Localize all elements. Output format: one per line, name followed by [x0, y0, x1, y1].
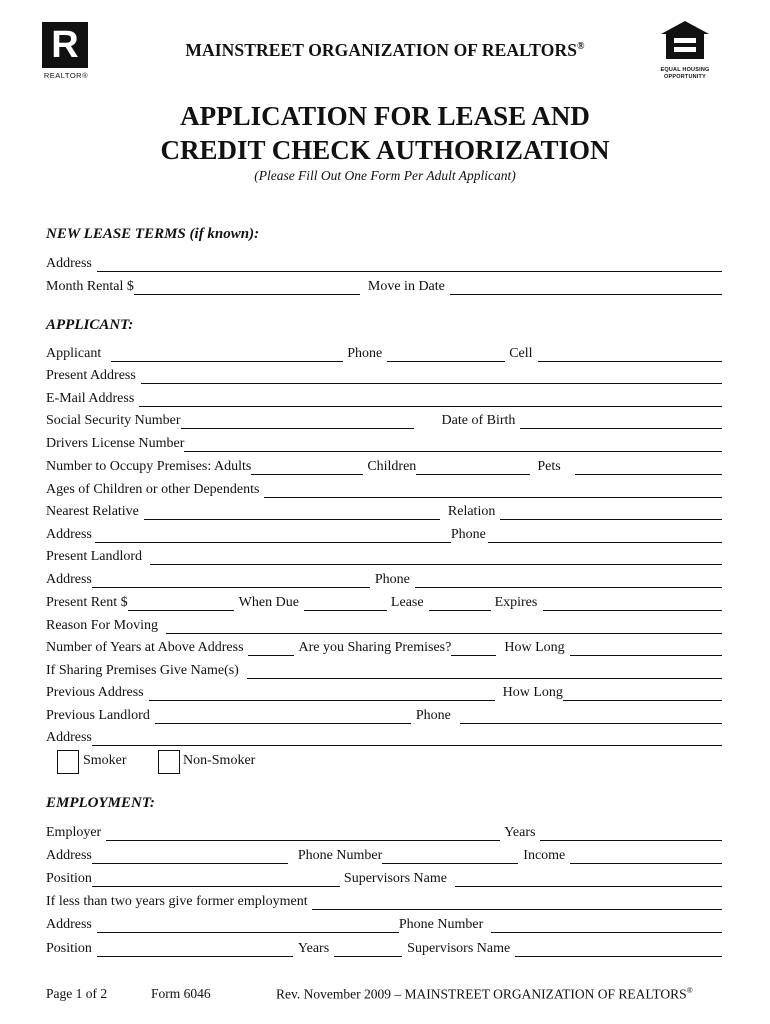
row-former-employment [46, 892, 722, 910]
label-previous-how-long: How Long [502, 685, 563, 700]
field-former-position[interactable] [97, 943, 293, 957]
label-applicant: Applicant [46, 346, 102, 361]
field-former-employment[interactable] [312, 896, 722, 910]
label-former-phone: Phone Number [398, 917, 484, 932]
label-month-rental: Month Rental $ [46, 279, 134, 294]
row-sharing-names [46, 661, 722, 679]
field-employer-phone[interactable] [382, 850, 518, 864]
label-previous-landlord-phone: Phone [415, 708, 451, 723]
label-income: Income [523, 848, 566, 863]
non-smoker-label: Non-Smoker [183, 753, 256, 768]
smoker-checkbox[interactable] [57, 750, 79, 774]
row-previous-address [46, 683, 722, 701]
field-present-rent[interactable] [128, 597, 234, 611]
label-employer: Employer [46, 825, 102, 840]
label-present-rent: Present Rent $ [46, 595, 128, 610]
row-ssn-dob [46, 411, 722, 429]
field-former-years[interactable] [334, 943, 402, 957]
field-supervisors-name[interactable] [455, 873, 722, 887]
row-drivers-license [46, 434, 722, 452]
field-month-rental[interactable] [134, 281, 360, 295]
form-title-line-1: APPLICATION FOR LEASE AND [180, 101, 590, 131]
label-former-years: Years [297, 941, 330, 956]
realtor-logo-word: REALTOR® [43, 71, 89, 80]
label-previous-landlord-address: Address [46, 730, 92, 745]
label-drivers-license: Drivers License Number [46, 436, 185, 451]
field-previous-address[interactable] [149, 687, 495, 701]
label-ssn: Social Security Number [46, 413, 181, 428]
label-how-long: How Long [504, 640, 565, 655]
field-applicant-name[interactable] [111, 348, 343, 362]
label-former-position: Position [46, 941, 92, 956]
row-relative-address [46, 525, 722, 543]
label-previous-landlord: Previous Landlord [46, 708, 150, 723]
organization-text: MAINSTREET ORGANIZATION OF REALTORS [185, 40, 578, 60]
footer-registered-mark: ® [686, 986, 693, 995]
field-employer[interactable] [106, 827, 500, 841]
label-former-employment: If less than two years give former employment [46, 894, 308, 909]
row-employer-address [46, 846, 722, 864]
field-adults[interactable] [251, 461, 363, 475]
row-previous-landlord-address [46, 728, 722, 746]
label-previous-address: Previous Address [46, 685, 144, 700]
label-employer-years: Years [504, 825, 536, 840]
field-phone[interactable] [387, 348, 505, 362]
row-lease-address [46, 254, 722, 272]
label-landlord-address: Address [46, 572, 92, 587]
row-employer [46, 823, 722, 841]
label-present-address: Present Address [46, 368, 136, 383]
label-lease: Lease [390, 595, 424, 610]
field-cell[interactable] [538, 348, 722, 362]
field-expires[interactable] [543, 597, 722, 611]
footer-revision-text: Rev. November 2009 – MAINSTREET ORGANIZATION OF REALTORS [276, 986, 687, 1002]
label-nearest-relative: Nearest Relative [46, 504, 139, 519]
smoker-label: Smoker [83, 753, 127, 768]
organization-name [0, 40, 770, 61]
row-position [46, 869, 722, 887]
field-present-landlord[interactable] [150, 551, 722, 565]
field-drivers-license[interactable] [184, 438, 722, 452]
row-occupants [46, 457, 722, 475]
field-ssn[interactable] [181, 415, 414, 429]
field-sharing-names[interactable] [247, 665, 722, 679]
row-landlord-address [46, 570, 722, 588]
label-employer-address: Address [46, 848, 92, 863]
label-position: Position [46, 871, 92, 886]
row-former-position [46, 939, 722, 957]
row-email [46, 389, 722, 407]
field-years-at-address[interactable] [248, 642, 294, 656]
row-years-at-address [46, 638, 722, 656]
field-employer-address[interactable] [92, 850, 288, 864]
section-heading-applicant: APPLICANT: [46, 317, 134, 333]
footer-page-number: Page 1 of 2 [46, 986, 108, 1001]
label-expires: Expires [494, 595, 538, 610]
label-email: E-Mail Address [46, 391, 135, 406]
field-lease-address[interactable] [97, 258, 722, 272]
label-reason-moving: Reason For Moving [46, 618, 158, 633]
label-phone: Phone [347, 346, 383, 361]
row-former-address [46, 915, 722, 933]
field-landlord-address[interactable] [92, 574, 370, 588]
row-present-landlord [46, 547, 722, 565]
label-years-at-address: Number of Years at Above Address [46, 640, 244, 655]
field-email[interactable] [139, 393, 722, 407]
label-sharing-names: If Sharing Premises Give Name(s) [46, 663, 239, 678]
field-lease[interactable] [429, 597, 491, 611]
label-lease-address: Address [46, 256, 92, 271]
label-move-in-date: Move in Date [367, 279, 445, 294]
field-relative-address[interactable] [95, 529, 451, 543]
row-applicant [46, 344, 722, 362]
field-present-address[interactable] [141, 370, 722, 384]
label-former-supervisors-name: Supervisors Name [407, 941, 511, 956]
row-previous-landlord [46, 706, 722, 724]
field-when-due[interactable] [304, 597, 387, 611]
footer-revision [276, 986, 693, 1003]
row-present-address [46, 366, 722, 384]
label-dob: Date of Birth [441, 413, 516, 428]
equal-housing-line-2: OPPORTUNITY [664, 73, 706, 80]
field-former-address[interactable] [97, 919, 399, 933]
field-previous-landlord[interactable] [155, 710, 411, 724]
label-when-due: When Due [238, 595, 299, 610]
footer-form-number: Form 6046 [151, 986, 211, 1001]
field-dob[interactable] [520, 415, 722, 429]
label-relative-address: Address [46, 527, 92, 542]
field-position[interactable] [92, 873, 340, 887]
field-previous-landlord-phone[interactable] [460, 710, 722, 724]
label-children: Children [367, 459, 417, 474]
section-heading-lease-terms: NEW LEASE TERMS (if known): [46, 226, 260, 242]
field-move-in-date[interactable] [450, 281, 722, 295]
label-relation: Relation [447, 504, 496, 519]
row-present-rent [46, 593, 722, 611]
form-title-line-2: CREDIT CHECK AUTHORIZATION [160, 135, 610, 165]
field-reason-moving[interactable] [166, 620, 722, 634]
label-adults: Number to Occupy Premises: Adults [46, 459, 252, 474]
row-month-rental [46, 277, 722, 295]
row-dependents [46, 480, 722, 498]
label-employer-phone: Phone Number [297, 848, 383, 863]
field-landlord-phone[interactable] [415, 574, 722, 588]
field-former-phone[interactable] [491, 919, 722, 933]
field-previous-how-long[interactable] [563, 687, 722, 701]
label-cell: Cell [509, 346, 533, 361]
field-previous-landlord-address[interactable] [92, 732, 722, 746]
label-former-address: Address [46, 917, 92, 932]
field-pets[interactable] [575, 461, 722, 475]
field-how-long[interactable] [570, 642, 722, 656]
field-dependents[interactable] [264, 484, 722, 498]
field-relative-phone[interactable] [488, 529, 722, 543]
registered-mark: ® [577, 41, 585, 53]
field-sharing-premises[interactable] [451, 642, 496, 656]
label-sharing-premises: Are you Sharing Premises? [298, 640, 452, 655]
field-nearest-relative[interactable] [144, 506, 440, 520]
field-relation[interactable] [500, 506, 722, 520]
non-smoker-checkbox[interactable] [158, 750, 180, 774]
equal-housing-line-1: EQUAL HOUSING [660, 67, 710, 73]
label-dependents: Ages of Children or other Dependents [46, 482, 260, 497]
field-former-supervisors-name[interactable] [515, 943, 722, 957]
field-employer-years[interactable] [540, 827, 722, 841]
row-reason-moving [46, 616, 722, 634]
section-heading-employment: EMPLOYMENT: [46, 795, 155, 811]
label-supervisors-name: Supervisors Name [343, 871, 447, 886]
realtor-logo-letter: R [51, 24, 79, 66]
label-pets: Pets [537, 459, 561, 474]
label-relative-phone: Phone [450, 527, 486, 542]
label-present-landlord: Present Landlord [46, 549, 143, 564]
field-children[interactable] [416, 461, 530, 475]
field-income[interactable] [570, 850, 722, 864]
row-nearest-relative [46, 502, 722, 520]
equal-housing-text [656, 67, 714, 80]
form-subtitle: (Please Fill Out One Form Per Adult Applicant) [254, 168, 516, 183]
label-landlord-phone: Phone [374, 572, 410, 587]
